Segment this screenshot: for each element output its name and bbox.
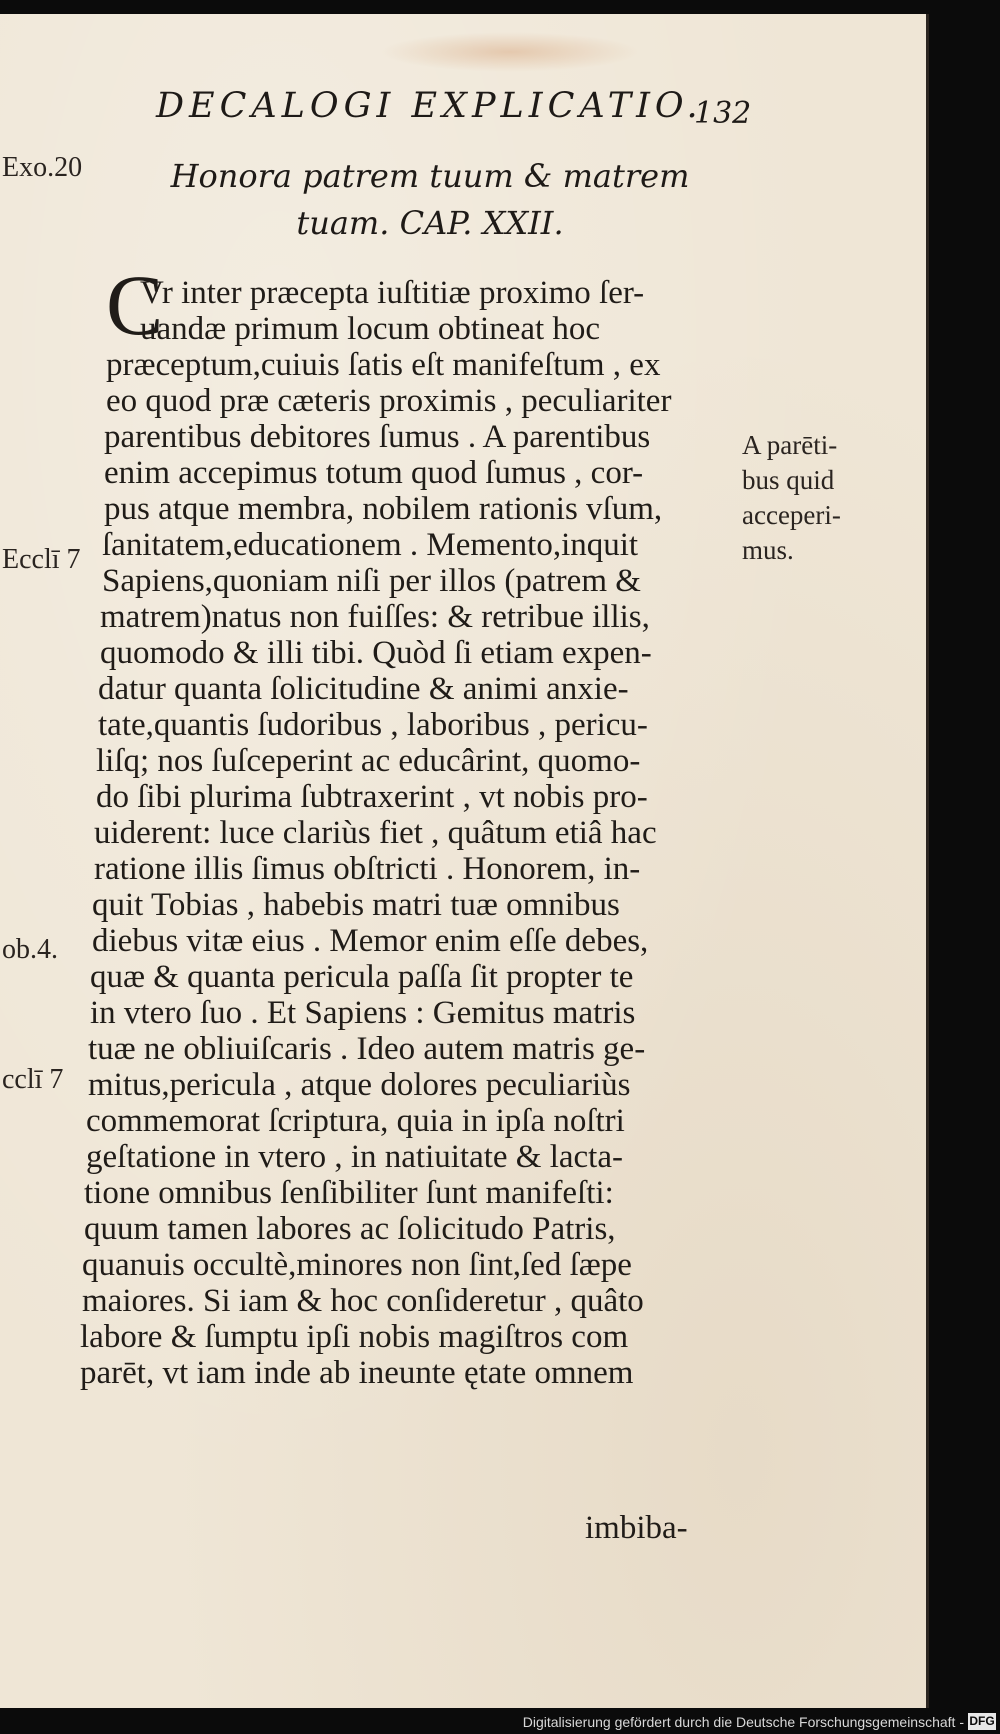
body-line: datur quanta ſolicitudine & animi anxie- [98, 671, 629, 707]
body-line: eo quod præ cæteris proximis , peculiariter [106, 383, 672, 419]
body-line: commemorat ſcriptura, quia in ipſa noſtri [86, 1103, 625, 1139]
body-line: quit Tobias , habebis matri tuæ omnibus [92, 887, 620, 923]
body-line: Vr inter præcepta iuſtitiæ proximo ſer- [140, 275, 645, 311]
body-line: uiderent: luce clariùs fiet , quâtum etiâ hac [94, 815, 657, 851]
body-line: pus atque membra, nobilem rationis vſum, [104, 491, 663, 527]
body-line: labore & ſumptu ipſi nobis magiſtros com [80, 1319, 629, 1355]
body-line: geſtatione in vtero , in natiuitate & lacta- [86, 1139, 623, 1175]
body-line: tione omnibus ſenſibiliter ſunt manifeſti: [84, 1175, 614, 1211]
body-line: præceptum,cuiuis ſatis eſt manifeſtum , ex [106, 347, 661, 383]
body-line: maiores. Si iam & hoc conſideretur , quâto [82, 1283, 644, 1319]
body-line: quum tamen labores ac ſolicitudo Patris, [84, 1211, 616, 1247]
body-line: ſanitatem,educationem . Memento,inquit [102, 527, 639, 563]
body-line: ratione illis ſimus obſtricti . Honorem, in- [94, 851, 641, 887]
margin-note-line: acceperi- [742, 500, 841, 530]
body-line: enim accepimus totum quod ſumus , cor- [104, 455, 644, 491]
body-line: tate,quantis ſudoribus , laboribus , pericu- [98, 707, 648, 743]
page-number: 132 [694, 96, 752, 131]
body-line: matrem)natus non fuiſſes: & retribue illis, [100, 599, 650, 635]
margin-ref-tob: ob.4. [2, 934, 58, 965]
margin-note-line: A parēti- [742, 430, 838, 460]
digitization-credit: Digitalisierung gefördert durch die Deutsche Forschungsgemeinschaft - [522, 1714, 964, 1730]
margin-ref-exo: Exo.20 [2, 152, 83, 183]
body-line: in vtero ſuo . Et Sapiens : Gemitus matris [90, 995, 636, 1031]
chapter-title-line-2: tuam. CAP. XXII. [296, 204, 564, 242]
chapter-title-line-1: Honora patrem tuum & matrem [170, 157, 690, 195]
body-line: uandæ primum locum obtineat hoc [140, 311, 601, 347]
body-line: parēt, vt iam inde ab ineunte ętate omnem [80, 1355, 634, 1391]
body-line: quæ & quanta pericula paſſa ſit propter te [90, 959, 634, 995]
body-line: tuæ ne obliuiſcaris . Ideo autem matris ge- [88, 1031, 646, 1067]
body-line: quanuis occultè,minores non ſint,ſed ſæpe [82, 1247, 632, 1283]
paper-stain [380, 32, 640, 72]
body-line: parentibus debitores ſumus . A parentibus [104, 419, 651, 455]
margin-note-line: bus quid [742, 465, 835, 495]
book-page [0, 14, 929, 1708]
body-line: mitus,pericula , atque dolores peculiariùs [88, 1067, 631, 1103]
body-line: Sapiens,quoniam niſi per illos (patrem & [102, 563, 641, 599]
catchword: imbiba- [585, 1510, 688, 1546]
margin-ref-eccli-2: cclī 7 [2, 1064, 64, 1095]
body-line: quomodo & illi tibi. Quòd ſi etiam expen- [100, 635, 652, 671]
body-line: liſq; nos ſuſceperint ac educârint, quomo- [96, 743, 641, 779]
running-title: DECALOGI EXPLICATIO. [156, 86, 703, 126]
drop-cap: C [106, 257, 164, 353]
dfg-logo: DFG [969, 1714, 995, 1728]
margin-ref-eccli-1: Ecclī 7 [2, 544, 81, 575]
body-line: diebus vitæ eius . Memor enim eſſe debes, [92, 923, 649, 959]
body-line: do ſibi plurima ſubtraxerint , vt nobis pro- [96, 779, 648, 815]
margin-note-line: mus. [742, 535, 794, 565]
